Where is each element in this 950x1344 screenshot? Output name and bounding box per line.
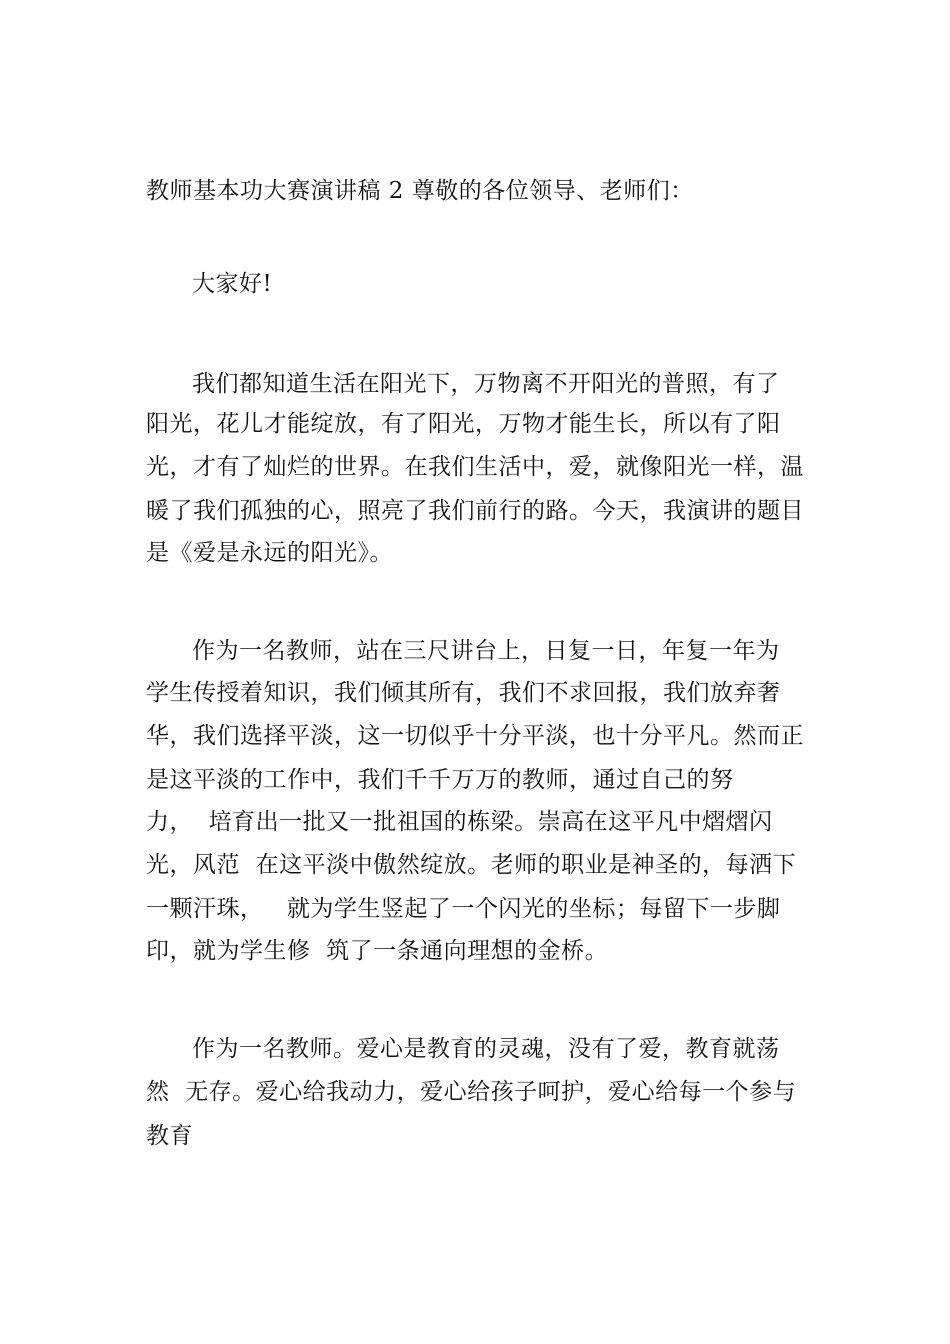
paragraph-line: 印，就为学生修 筑了一条通向理想的金桥。 xyxy=(146,938,609,964)
paragraph-line: 教育 xyxy=(146,1123,193,1149)
paragraph-line: 暖了我们孤独的心，照亮了我们前行的路。今天，我演讲的题目 xyxy=(146,498,804,524)
title-line: 教师基本功大赛演讲稿 2 尊敬的各位领导、老师们： xyxy=(146,178,694,204)
paragraph-line: 然 无存。爱心给我动力，爱心给孩子呵护，爱心给每一个参与 xyxy=(146,1079,797,1105)
paragraph-line: 我们都知道生活在阳光下，万物离不开阳光的普照，有了 xyxy=(192,371,780,397)
paragraph-line: 是这平淡的工作中，我们千千万万的教师，通过自己的努 xyxy=(146,767,734,793)
greeting: 大家好! xyxy=(192,271,273,297)
paragraph-line: 光，风范 在这平淡中傲然绽放。老师的职业是神圣的，每洒下 xyxy=(146,852,797,878)
paragraph-line: 作为一名教师，站在三尺讲台上，日复一日，年复一年为 xyxy=(192,638,780,664)
paragraph-line: 光，才有了灿烂的世界。在我们生活中，爱，就像阳光一样，温 xyxy=(146,454,804,480)
paragraph-line: 是《爱是永远的阳光》。 xyxy=(146,540,393,566)
paragraph-line: 作为一名教师。爱心是教育的灵魂，没有了爱，教育就荡 xyxy=(192,1036,780,1062)
paragraph-line: 一颗汗珠， 就为学生竖起了一个闪光的坐标；每留下一步脚 xyxy=(146,896,781,922)
paragraph-line: 阳光，花儿才能绽放，有了阳光，万物才能生长，所以有了阳 xyxy=(146,411,781,437)
paragraph-line: 学生传授着知识，我们倾其所有，我们不求回报，我们放弃奢 xyxy=(146,680,781,706)
paragraph-line: 力， 培育出一批又一批祖国的栋梁。崇高在这平凡中熠熠闪 xyxy=(146,809,773,835)
paragraph-line: 华，我们选择平淡，这一切似乎十分平淡，也十分平凡。然而正 xyxy=(146,723,804,749)
